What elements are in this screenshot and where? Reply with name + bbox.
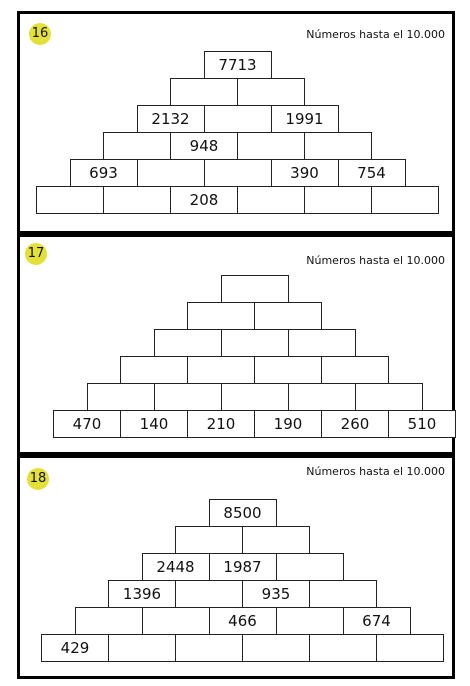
pyramid-brick-r3-c3: 1991 xyxy=(271,105,339,133)
pyramid-brick-r5-c5[interactable] xyxy=(355,383,423,411)
pyramid-brick-r5-c1: 693 xyxy=(70,159,138,187)
exercise-heading: Números hasta el 10.000 xyxy=(306,28,445,41)
pyramid-brick-r5-c1[interactable] xyxy=(75,607,143,635)
pyramid-brick-r6-c3: 208 xyxy=(170,186,238,214)
pyramid-brick-r6-c1: 470 xyxy=(53,410,121,438)
pyramid-brick-r5-c3[interactable] xyxy=(204,159,272,187)
exercise-heading: Números hasta el 10.000 xyxy=(306,254,445,267)
pyramid-brick-r4-c1: 1396 xyxy=(108,580,176,608)
pyramid-brick-r5-c5: 674 xyxy=(343,607,411,635)
pyramid-brick-r1-c1[interactable] xyxy=(221,275,289,303)
pyramid-brick-r6-c6[interactable] xyxy=(376,634,444,662)
pyramid-brick-r4-c3: 935 xyxy=(242,580,310,608)
pyramid-brick-r5-c4: 390 xyxy=(271,159,339,187)
pyramid-brick-r2-c1[interactable] xyxy=(175,526,243,554)
pyramid-brick-r2-c2[interactable] xyxy=(254,302,322,330)
pyramid-brick-r6-c5[interactable] xyxy=(309,634,377,662)
exercise-heading: Números hasta el 10.000 xyxy=(306,465,445,478)
pyramid-brick-r4-c2: 948 xyxy=(170,132,238,160)
pyramid-brick-r4-c1[interactable] xyxy=(103,132,171,160)
pyramid-brick-r5-c5: 754 xyxy=(338,159,406,187)
exercise-number-badge: 16 xyxy=(29,23,51,45)
pyramid-brick-r5-c3: 466 xyxy=(209,607,277,635)
pyramid-brick-r4-c4[interactable] xyxy=(321,356,389,384)
pyramid-brick-r1-c1: 8500 xyxy=(209,499,277,527)
pyramid-brick-r3-c3[interactable] xyxy=(276,553,344,581)
exercise-panel-17 xyxy=(17,234,455,455)
pyramid-brick-r6-c2[interactable] xyxy=(103,186,171,214)
pyramid-brick-r5-c2[interactable] xyxy=(142,607,210,635)
pyramid-brick-r3-c1[interactable] xyxy=(154,329,222,357)
exercise-panel-18 xyxy=(17,455,455,679)
exercise-panel-16 xyxy=(17,11,455,234)
pyramid-brick-r6-c6: 510 xyxy=(388,410,456,438)
pyramid-brick-r4-c1[interactable] xyxy=(120,356,188,384)
pyramid-brick-r6-c2[interactable] xyxy=(108,634,176,662)
pyramid-brick-r1-c1: 7713 xyxy=(204,51,272,79)
pyramid-brick-r3-c3[interactable] xyxy=(288,329,356,357)
pyramid-brick-r2-c1[interactable] xyxy=(170,78,238,106)
pyramid-brick-r6-c4[interactable] xyxy=(242,634,310,662)
pyramid-brick-r5-c3[interactable] xyxy=(221,383,289,411)
pyramid-brick-r6-c4[interactable] xyxy=(237,186,305,214)
pyramid-brick-r4-c3[interactable] xyxy=(254,356,322,384)
pyramid-brick-r4-c4[interactable] xyxy=(309,580,377,608)
exercise-number-badge: 18 xyxy=(27,468,49,490)
pyramid-brick-r2-c2[interactable] xyxy=(237,78,305,106)
pyramid-brick-r6-c2: 140 xyxy=(120,410,188,438)
pyramid-brick-r6-c5: 260 xyxy=(321,410,389,438)
pyramid-brick-r6-c1: 429 xyxy=(41,634,109,662)
pyramid-brick-r6-c6[interactable] xyxy=(371,186,439,214)
pyramid-brick-r5-c2[interactable] xyxy=(154,383,222,411)
pyramid-brick-r5-c2[interactable] xyxy=(137,159,205,187)
pyramid-brick-r5-c4[interactable] xyxy=(288,383,356,411)
pyramid-brick-r2-c1[interactable] xyxy=(187,302,255,330)
pyramid-brick-r5-c4[interactable] xyxy=(276,607,344,635)
pyramid-brick-r3-c2: 1987 xyxy=(209,553,277,581)
pyramid-brick-r5-c1[interactable] xyxy=(87,383,155,411)
pyramid-brick-r6-c3: 210 xyxy=(187,410,255,438)
pyramid-brick-r6-c1[interactable] xyxy=(36,186,104,214)
pyramid-brick-r2-c2[interactable] xyxy=(242,526,310,554)
pyramid-brick-r4-c4[interactable] xyxy=(304,132,372,160)
exercise-number-badge: 17 xyxy=(25,243,47,265)
pyramid-brick-r6-c5[interactable] xyxy=(304,186,372,214)
pyramid-brick-r3-c1: 2132 xyxy=(137,105,205,133)
pyramid-brick-r3-c1: 2448 xyxy=(142,553,210,581)
pyramid-brick-r4-c2[interactable] xyxy=(175,580,243,608)
pyramid-brick-r4-c3[interactable] xyxy=(237,132,305,160)
pyramid-brick-r3-c2[interactable] xyxy=(204,105,272,133)
pyramid-brick-r6-c4: 190 xyxy=(254,410,322,438)
pyramid-brick-r4-c2[interactable] xyxy=(187,356,255,384)
pyramid-brick-r3-c2[interactable] xyxy=(221,329,289,357)
pyramid-brick-r6-c3[interactable] xyxy=(175,634,243,662)
